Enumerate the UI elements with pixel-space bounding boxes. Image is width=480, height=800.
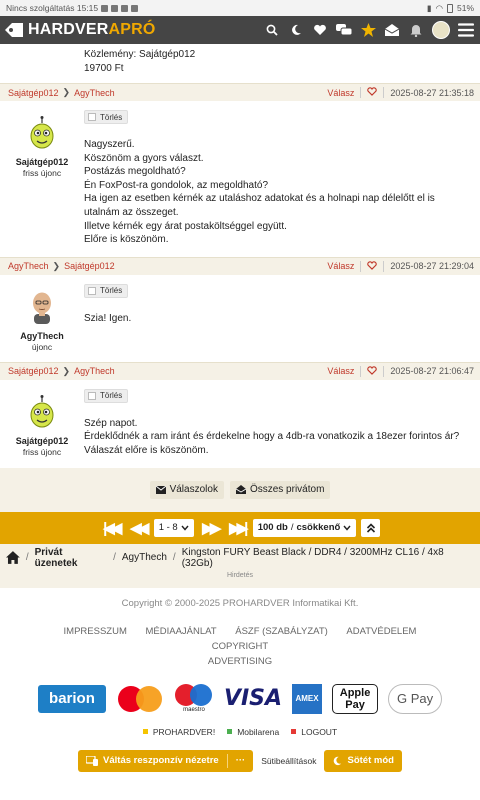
moon-icon bbox=[332, 756, 342, 766]
delete-checkbox[interactable] bbox=[84, 284, 128, 298]
message-item bbox=[0, 83, 480, 257]
battery-icon bbox=[447, 4, 453, 13]
message-text bbox=[84, 312, 470, 326]
message-date: 2025-08-27 21:29:04 bbox=[390, 261, 474, 272]
text-line: Ha igen az esetben kérnék az utaláshoz adatokat és a holnapi nap délelőtt el is utalnám az összeget. bbox=[84, 193, 435, 218]
last-page-icon[interactable]: ▶▶| bbox=[229, 519, 245, 537]
message-item bbox=[0, 362, 480, 468]
breadcrumb: / Privát üzenetek / AgyThech / Kingston FURY Beast Black / DDR4 / 3200MHz CL16 / 4x8 (32Gb) bbox=[0, 544, 480, 572]
user-avatar-robot-icon[interactable] bbox=[27, 395, 57, 429]
instagram-icon bbox=[121, 5, 128, 12]
dark-mode-button[interactable] bbox=[324, 750, 401, 772]
logo-text: HARDVER bbox=[28, 21, 109, 38]
delete-label: Törlés bbox=[100, 391, 123, 401]
breadcrumb-user[interactable]: AgyThech bbox=[121, 552, 167, 564]
text-line: Én FoxPost-ra gondolok, az megoldható? bbox=[84, 179, 268, 191]
responsive-view-label: Váltás reszponzív nézetre bbox=[103, 755, 219, 767]
barion-logo: barion bbox=[38, 685, 106, 713]
author-rank: újonc bbox=[31, 341, 53, 352]
message-author bbox=[0, 284, 84, 352]
message-date: 2025-08-27 21:35:18 bbox=[390, 87, 474, 98]
reply-link[interactable]: Válasz bbox=[327, 261, 355, 272]
bell-icon[interactable] bbox=[408, 22, 424, 38]
maestro-logo: maestro bbox=[174, 684, 214, 714]
site-link-logout[interactable]: LOGOUT bbox=[291, 727, 337, 737]
visa-logo: VISA bbox=[223, 686, 283, 712]
text-line: 19700 Ft bbox=[84, 62, 124, 74]
status-bar bbox=[0, 0, 480, 16]
menu-icon[interactable] bbox=[458, 22, 474, 38]
footer-link-adatvedelem[interactable]: ADATVÉDELEM bbox=[346, 625, 417, 637]
message-author bbox=[0, 389, 84, 458]
apple-pay-logo: Apple Pay bbox=[332, 684, 378, 714]
delete-checkbox[interactable] bbox=[84, 110, 128, 124]
ad-label: Hirdetés bbox=[0, 572, 480, 588]
sender-link[interactable]: Sajátgép012 bbox=[8, 87, 59, 98]
author-name[interactable]: Sajátgép012 bbox=[15, 157, 69, 167]
chevron-down-icon bbox=[343, 525, 351, 531]
next-page-icon[interactable]: ▶▶ bbox=[202, 519, 218, 537]
author-rank: friss újonc bbox=[22, 446, 62, 457]
chat-icon[interactable] bbox=[336, 22, 352, 38]
amex-logo: AMEX bbox=[292, 684, 322, 714]
reply-button[interactable] bbox=[150, 481, 224, 499]
text-line: Postázás megoldható? bbox=[84, 166, 186, 178]
message-header bbox=[0, 83, 480, 101]
footer-link-aszf[interactable]: ÁSZF (SZABÁLYZAT) bbox=[235, 625, 328, 637]
footer-bottom-bar bbox=[0, 750, 480, 772]
text-line: Szép napot. bbox=[84, 417, 138, 429]
moon-icon[interactable] bbox=[288, 22, 304, 38]
footer-link-advertising[interactable]: ADVERTISING bbox=[207, 655, 273, 667]
author-rank: friss újonc bbox=[22, 168, 62, 178]
footer-links bbox=[0, 624, 480, 669]
logo-accent-text: APRÓ bbox=[108, 21, 156, 38]
reply-button-label: Válaszolok bbox=[169, 484, 218, 496]
text-line: Érdeklődnék a ram iránt és érdekelne hogy a 4db-ra vonatkozik a 18ezer forintos ár? bbox=[84, 431, 460, 443]
site-logo[interactable] bbox=[4, 21, 156, 39]
page-range-select[interactable] bbox=[154, 519, 194, 537]
reply-link[interactable]: Válasz bbox=[327, 87, 355, 98]
all-private-label: Összes privátom bbox=[249, 484, 325, 496]
footer-link-impressum[interactable]: IMPRESSZUM bbox=[63, 625, 127, 637]
checkbox-icon bbox=[88, 392, 96, 400]
user-avatar-robot-icon[interactable] bbox=[27, 116, 57, 150]
message-header bbox=[0, 257, 480, 275]
message-actions bbox=[0, 468, 480, 512]
delete-label: Törlés bbox=[100, 286, 123, 296]
recipient-link[interactable]: AgyThech bbox=[74, 366, 115, 377]
message-author bbox=[0, 110, 84, 247]
author-name[interactable]: AgyThech bbox=[20, 330, 64, 341]
text-line: Válaszát előre is köszönöm. bbox=[84, 444, 209, 456]
responsive-view-button[interactable] bbox=[78, 750, 253, 772]
author-name[interactable]: Sajátgép012 bbox=[15, 435, 69, 446]
star-icon[interactable] bbox=[360, 22, 376, 38]
footer-link-mediaajanlat[interactable]: MÉDIAAJÁNLAT bbox=[145, 625, 217, 637]
heart-icon[interactable] bbox=[367, 87, 377, 98]
footer bbox=[0, 588, 480, 772]
heart-icon[interactable] bbox=[367, 366, 377, 377]
chevron-down-icon bbox=[181, 525, 189, 531]
checkbox-icon bbox=[88, 287, 96, 295]
text-line: Közlemény: Sajátgép012 bbox=[84, 49, 196, 60]
site-link-prohardver[interactable]: PROHARDVER! bbox=[143, 727, 215, 737]
message-icon bbox=[111, 5, 118, 12]
heart-icon[interactable] bbox=[312, 22, 328, 38]
envelope-icon bbox=[156, 486, 166, 494]
network-sites bbox=[0, 727, 480, 737]
open-envelope-icon bbox=[236, 485, 246, 494]
previous-message-text bbox=[0, 44, 480, 83]
cookie-settings-link[interactable]: Sütibeállítások bbox=[261, 755, 317, 766]
per-page-sort-select[interactable]: 100 db / csökkenő bbox=[253, 519, 357, 537]
breadcrumb-private-messages[interactable]: Privát üzenetek bbox=[34, 546, 78, 569]
payment-methods bbox=[0, 684, 480, 714]
message-text bbox=[84, 417, 470, 458]
first-page-icon[interactable]: |◀◀ bbox=[103, 519, 119, 537]
per-page-value: 100 db bbox=[257, 522, 288, 534]
facebook-icon bbox=[101, 5, 108, 12]
reply-link[interactable]: Válasz bbox=[327, 366, 355, 377]
user-avatar-bald-man-icon[interactable] bbox=[27, 290, 57, 324]
heart-icon[interactable] bbox=[367, 261, 377, 272]
signal-icon: ▮ bbox=[426, 2, 432, 13]
mail-icon bbox=[131, 5, 138, 12]
sender-link[interactable]: Sajátgép012 bbox=[8, 366, 59, 377]
scroll-top-button[interactable] bbox=[361, 519, 380, 537]
pagination-bar bbox=[0, 512, 480, 544]
text-line: Nagyszerű. bbox=[84, 139, 135, 150]
avatar[interactable] bbox=[432, 21, 450, 39]
previous-page-icon[interactable]: ◀◀ bbox=[130, 519, 146, 537]
page-range-value: 1 - 8 bbox=[158, 522, 178, 534]
delete-label: Törlés bbox=[100, 112, 123, 122]
google-pay-logo: G Pay bbox=[388, 684, 442, 714]
mail-icon[interactable] bbox=[384, 22, 400, 38]
text-line: Előre is köszönöm. bbox=[84, 234, 169, 246]
checkbox-icon bbox=[88, 113, 96, 121]
message-header bbox=[0, 362, 480, 380]
breadcrumb-product[interactable]: Kingston FURY Beast Black / DDR4 / 3200MHz CL16 / 4x8 (32Gb) bbox=[181, 546, 444, 569]
price-tag-icon bbox=[4, 22, 24, 38]
text-line: Szia! Igen. bbox=[84, 312, 132, 324]
footer-link-copyright[interactable]: COPYRIGHT bbox=[211, 640, 269, 652]
message-item bbox=[0, 257, 480, 362]
search-icon[interactable] bbox=[264, 22, 280, 38]
more-options-button[interactable]: ··· bbox=[235, 755, 246, 767]
top-navigation bbox=[0, 16, 480, 44]
devices-icon bbox=[86, 756, 98, 766]
site-link-mobilarena[interactable]: Mobilarena bbox=[227, 727, 279, 737]
sender-link[interactable]: AgyThech bbox=[8, 261, 49, 272]
text-line: Köszönöm a gyors választ. bbox=[84, 152, 204, 164]
delete-checkbox[interactable] bbox=[84, 389, 128, 403]
dark-mode-label: Sötét mód bbox=[347, 755, 394, 767]
copyright-text: Copyright © 2000-2025 PROHARDVER Informatikai Kft. bbox=[121, 597, 359, 609]
chevron-right-icon: ❯ bbox=[62, 365, 71, 376]
home-icon[interactable] bbox=[6, 551, 20, 564]
mastercard-logo bbox=[116, 684, 164, 714]
text-line: Illetve kérnék egy árat postaköltséggel együtt. bbox=[84, 220, 287, 232]
all-private-messages-button[interactable] bbox=[230, 481, 330, 499]
double-chevron-up-icon bbox=[366, 523, 376, 533]
sort-value: csökkenő bbox=[296, 522, 341, 534]
wifi-icon: ◠ bbox=[435, 2, 443, 13]
chevron-right-icon: ❯ bbox=[52, 260, 61, 271]
message-date: 2025-08-27 21:06:47 bbox=[390, 366, 474, 377]
chevron-right-icon: ❯ bbox=[62, 87, 71, 97]
status-text: Nincs szolgáltatás 15:15 bbox=[6, 3, 99, 13]
recipient-link[interactable]: AgyThech bbox=[74, 87, 115, 98]
battery-level: 51% bbox=[456, 3, 474, 13]
message-text bbox=[84, 138, 470, 247]
recipient-link[interactable]: Sajátgép012 bbox=[64, 261, 115, 272]
